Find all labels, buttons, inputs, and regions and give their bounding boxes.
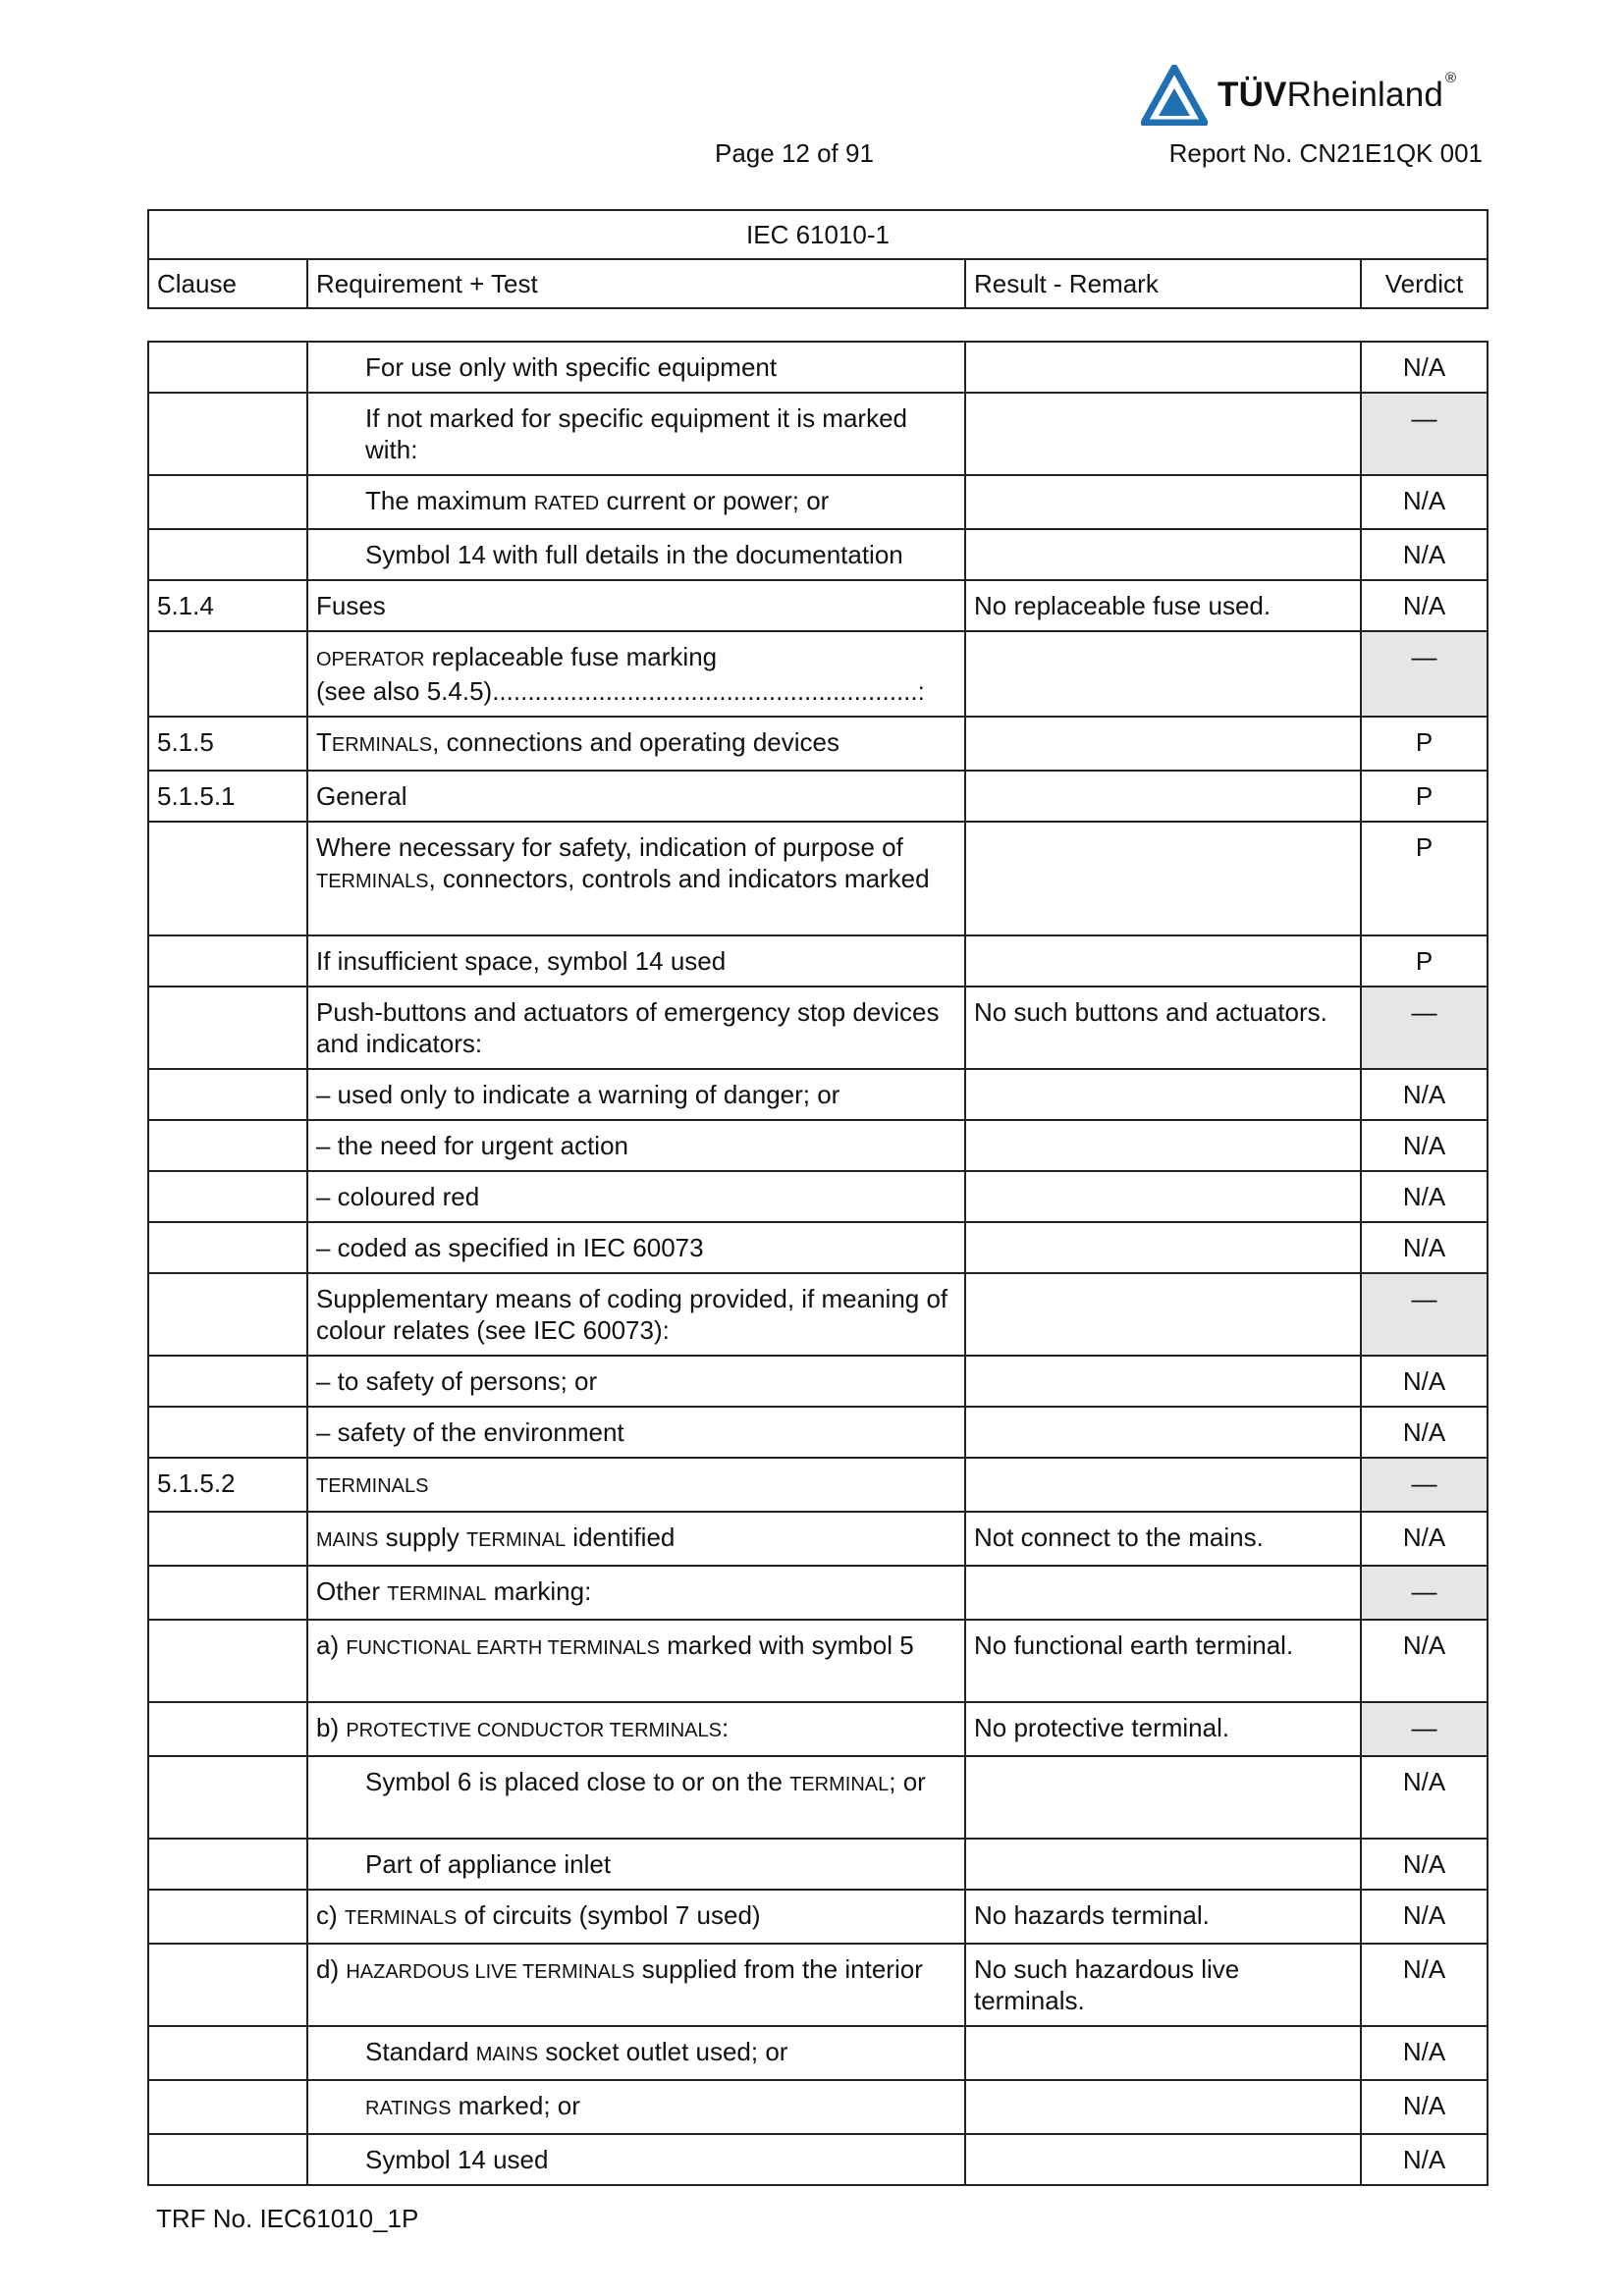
table-row — [148, 1566, 1488, 1620]
verdict-cell: — — [1361, 1273, 1488, 1356]
result-cell — [965, 2080, 1361, 2134]
table-header — [147, 209, 1489, 309]
verdict-cell: N/A — [1361, 342, 1488, 393]
verdict-cell: P — [1361, 822, 1488, 935]
requirement-cell: TERMINALS, connections and operating devices — [307, 717, 965, 771]
result-cell — [965, 717, 1361, 771]
requirement-cell: RATINGS marked; or — [307, 2080, 965, 2134]
clause-cell — [148, 1944, 307, 2026]
clause-cell — [148, 1273, 307, 1356]
result-cell — [965, 1120, 1361, 1171]
requirement-header: Requirement + Test — [307, 259, 965, 308]
verdict-cell: N/A — [1361, 1222, 1488, 1273]
verdict-cell: P — [1361, 935, 1488, 987]
clause-cell: 5.1.5 — [148, 717, 307, 771]
table-row — [148, 1356, 1488, 1407]
clause-cell — [148, 935, 307, 987]
requirement-cell: Part of appliance inlet — [307, 1839, 965, 1890]
page-number: Page 12 of 91 — [715, 138, 874, 168]
requirement-cell: Standard MAINS socket outlet used; or — [307, 2026, 965, 2080]
result-cell — [965, 1069, 1361, 1120]
logo-wordmark: TÜVRheinland ® — [1218, 70, 1457, 114]
requirement-cell: The maximum RATED current or power; or — [307, 475, 965, 529]
result-cell — [965, 1273, 1361, 1356]
tuv-triangle-icon — [1141, 65, 1208, 126]
result-cell — [965, 529, 1361, 580]
trf-footer: TRF No. IEC61010_1P — [156, 2204, 419, 2233]
table-row — [148, 631, 1488, 717]
result-cell — [965, 1566, 1361, 1620]
result-cell — [965, 2134, 1361, 2185]
requirement-cell: – coloured red — [307, 1171, 965, 1222]
verdict-cell: — — [1361, 393, 1488, 475]
tuv-rheinland-logo — [1141, 61, 1456, 130]
result-cell — [965, 393, 1361, 475]
clause-cell — [148, 393, 307, 475]
verdict-cell: N/A — [1361, 475, 1488, 529]
verdict-cell: N/A — [1361, 1069, 1488, 1120]
clause-cell — [148, 1702, 307, 1756]
verdict-cell: N/A — [1361, 2026, 1488, 2080]
table-row — [148, 1273, 1488, 1356]
clause-cell — [148, 1756, 307, 1839]
result-cell: No protective terminal. — [965, 1702, 1361, 1756]
clause-cell: 5.1.4 — [148, 580, 307, 631]
table-row — [148, 771, 1488, 822]
table-row — [148, 2026, 1488, 2080]
verdict-cell: N/A — [1361, 1944, 1488, 2026]
table-row — [148, 935, 1488, 987]
table-row — [148, 1512, 1488, 1566]
result-cell — [965, 1222, 1361, 1273]
verdict-cell: N/A — [1361, 1356, 1488, 1407]
verdict-cell: N/A — [1361, 1890, 1488, 1944]
table-row — [148, 2080, 1488, 2134]
table-row — [148, 822, 1488, 935]
clause-cell — [148, 1566, 307, 1620]
requirement-cell: Symbol 14 used — [307, 2134, 965, 2185]
requirement-cell: d) HAZARDOUS LIVE TERMINALS supplied from the interior — [307, 1944, 965, 2026]
requirement-cell: – the need for urgent action — [307, 1120, 965, 1171]
requirement-cell: b) PROTECTIVE CONDUCTOR TERMINALS: — [307, 1702, 965, 1756]
requirement-cell: – to safety of persons; or — [307, 1356, 965, 1407]
result-cell — [965, 935, 1361, 987]
result-cell — [965, 475, 1361, 529]
table-row — [148, 1458, 1488, 1512]
requirement-cell: General — [307, 771, 965, 822]
clause-cell — [148, 987, 307, 1069]
verdict-cell: N/A — [1361, 1407, 1488, 1458]
verdict-cell: N/A — [1361, 1171, 1488, 1222]
requirement-cell: Other TERMINAL marking: — [307, 1566, 965, 1620]
requirement-cell: OPERATOR replaceable fuse marking (see also 5.4.5)............................................................: — [307, 631, 965, 717]
clause-cell — [148, 1120, 307, 1171]
table-row — [148, 1407, 1488, 1458]
result-cell — [965, 631, 1361, 717]
table-row — [148, 1839, 1488, 1890]
clause-cell — [148, 342, 307, 393]
requirement-cell: c) TERMINALS of circuits (symbol 7 used) — [307, 1890, 965, 1944]
result-cell — [965, 1407, 1361, 1458]
standard-title: IEC 61010-1 — [148, 210, 1488, 259]
clause-cell — [148, 1356, 307, 1407]
clause-header: Clause — [148, 259, 307, 308]
verdict-cell: — — [1361, 1702, 1488, 1756]
clause-cell — [148, 2134, 307, 2185]
verdict-cell: P — [1361, 717, 1488, 771]
clause-cell — [148, 822, 307, 935]
verdict-header: Verdict — [1361, 259, 1488, 308]
result-header: Result - Remark — [965, 259, 1361, 308]
requirements-table — [147, 341, 1489, 2186]
table-row — [148, 1171, 1488, 1222]
clause-cell: 5.1.5.2 — [148, 1458, 307, 1512]
table-row — [148, 393, 1488, 475]
requirement-cell: – coded as specified in IEC 60073 — [307, 1222, 965, 1273]
result-cell: No replaceable fuse used. — [965, 580, 1361, 631]
clause-cell — [148, 1069, 307, 1120]
table-row — [148, 580, 1488, 631]
requirement-cell: For use only with specific equipment — [307, 342, 965, 393]
requirement-cell: – safety of the environment — [307, 1407, 965, 1458]
requirement-cell: If not marked for specific equipment it is marked with: — [307, 393, 965, 475]
requirement-cell: If insufficient space, symbol 14 used — [307, 935, 965, 987]
table-row — [148, 342, 1488, 393]
clause-cell — [148, 1512, 307, 1566]
table-row — [148, 987, 1488, 1069]
verdict-cell: N/A — [1361, 580, 1488, 631]
result-cell — [965, 1756, 1361, 1839]
verdict-cell: — — [1361, 987, 1488, 1069]
verdict-cell: — — [1361, 1566, 1488, 1620]
result-cell — [965, 1356, 1361, 1407]
clause-cell — [148, 2026, 307, 2080]
result-cell: No such buttons and actuators. — [965, 987, 1361, 1069]
clause-cell — [148, 475, 307, 529]
result-cell — [965, 1171, 1361, 1222]
clause-cell — [148, 1839, 307, 1890]
clause-cell — [148, 1171, 307, 1222]
result-cell: No hazards terminal. — [965, 1890, 1361, 1944]
clause-cell — [148, 2080, 307, 2134]
clause-cell: 5.1.5.1 — [148, 771, 307, 822]
verdict-cell: N/A — [1361, 1620, 1488, 1702]
verdict-cell: N/A — [1361, 1512, 1488, 1566]
clause-cell — [148, 1620, 307, 1702]
result-cell: No functional earth terminal. — [965, 1620, 1361, 1702]
table-row — [148, 1944, 1488, 2026]
result-cell: Not connect to the mains. — [965, 1512, 1361, 1566]
table-row — [148, 1069, 1488, 1120]
table-row — [148, 1890, 1488, 1944]
table-row — [148, 1756, 1488, 1839]
verdict-cell: P — [1361, 771, 1488, 822]
report-number: Report No. CN21E1QK 001 — [1168, 138, 1483, 168]
verdict-cell: N/A — [1361, 1756, 1488, 1839]
verdict-cell: — — [1361, 631, 1488, 717]
table-row — [148, 1120, 1488, 1171]
verdict-cell: N/A — [1361, 529, 1488, 580]
requirement-cell: TERMINALS — [307, 1458, 965, 1512]
result-cell: No such hazardous live terminals. — [965, 1944, 1361, 2026]
table-row — [148, 1222, 1488, 1273]
clause-cell — [148, 631, 307, 717]
result-cell — [965, 771, 1361, 822]
requirement-cell: – used only to indicate a warning of danger; or — [307, 1069, 965, 1120]
verdict-cell: — — [1361, 1458, 1488, 1512]
result-cell — [965, 1839, 1361, 1890]
clause-cell — [148, 1890, 307, 1944]
table-row — [148, 717, 1488, 771]
table-row — [148, 1702, 1488, 1756]
table-row — [148, 529, 1488, 580]
clause-cell — [148, 529, 307, 580]
requirement-cell: a) FUNCTIONAL EARTH TERMINALS marked with symbol 5 — [307, 1620, 965, 1702]
verdict-cell: N/A — [1361, 2134, 1488, 2185]
requirement-cell: MAINS supply TERMINAL identified — [307, 1512, 965, 1566]
verdict-cell: N/A — [1361, 2080, 1488, 2134]
verdict-cell: N/A — [1361, 1120, 1488, 1171]
requirement-cell: Symbol 6 is placed close to or on the TERMINAL; or — [307, 1756, 965, 1839]
result-cell — [965, 1458, 1361, 1512]
result-cell — [965, 2026, 1361, 2080]
requirement-cell: Where necessary for safety, indication of purpose of TERMINALS, connectors, controls and indicators marked — [307, 822, 965, 935]
result-cell — [965, 342, 1361, 393]
requirement-cell: Fuses — [307, 580, 965, 631]
table-row — [148, 475, 1488, 529]
table-row — [148, 2134, 1488, 2185]
clause-cell — [148, 1407, 307, 1458]
requirement-cell: Supplementary means of coding provided, if meaning of colour relates (see IEC 60073): — [307, 1273, 965, 1356]
requirement-cell: Symbol 14 with full details in the documentation — [307, 529, 965, 580]
table-row — [148, 1620, 1488, 1702]
requirement-cell: Push-buttons and actuators of emergency stop devices and indicators: — [307, 987, 965, 1069]
verdict-cell: N/A — [1361, 1839, 1488, 1890]
result-cell — [965, 822, 1361, 935]
clause-cell — [148, 1222, 307, 1273]
